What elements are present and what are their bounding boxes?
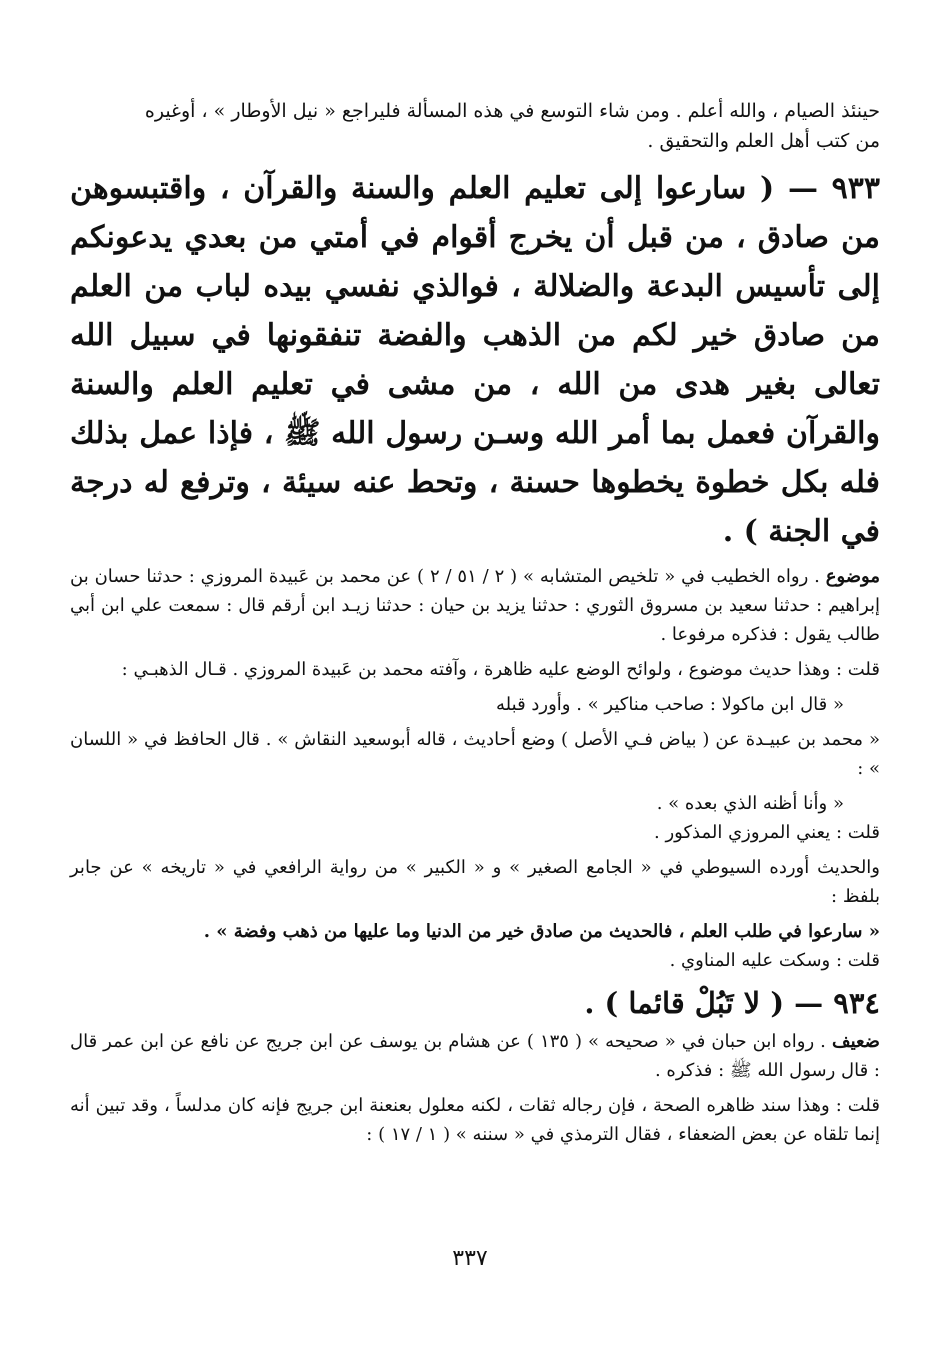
commentary-933-source	[70, 562, 880, 649]
source-933: . رواه الخطيب في « تلخيص المتشابه » ( ٢ / ٥١ / ٢ ) عن محمد بن عَبيدة المروزي : حدثنا حسان بن إبراهيم : حدثنا سعيد بن مسروق الثوري : حدثنا يزيد بن حيان : حدثنا زيـد ابن أرقم قال : سمعت علي ابن أبي طالب يقول : فذكره مرفوعا .	[70, 566, 880, 645]
hadith-number-934: ٩٣٤ —	[794, 986, 880, 1020]
hadith-933	[70, 164, 880, 556]
commentary-933-quote-2: « محمد بن عبيـدة عن ( بياض فـي الأصل ) وضع أحاديث ، قاله أبوسعيد النقاش » . قال الحافظ في « اللسان » :	[70, 729, 880, 779]
commentary-933-quote-1: « قال ابن ماكولا : صاحب مناكير » . وأورد قبله	[496, 694, 844, 715]
source-934: . رواه ابن حبان في « صحيحه » ( ١٣٥ ) عن هشام بن يوسف عن ابن جريج عن نافع عن ابن عمر قال : قال رسول الله ﷺ : فذكره .	[70, 1031, 880, 1081]
hadith-number-933: ٩٣٣ —	[787, 171, 881, 206]
hadith-text-933: ( سارعوا إلى تعليم العلم والسنة والقرآن ، واقتبسوهن من صادق ، من قبل أن يخرج أقوام في أمتي من بعدي يدعونكم إلى تأسيس البدعة والضلالة ، فوالذي نفسي بيده لباب من العلم من صادق خير لكم من الذهب والفضة تنفقونها في سبيل الله تعالى بغير هدى من الله ، من مشى في تعليم العلم والسنة والقرآن فعمل بما أمر الله وسـن رسول الله ﷺ ، فإذا عمل بذلك فله بكل خطوة يخطوها حسنة ، وتحط عنه سيئة ، وترفع له درجة في الجنة ) .	[70, 171, 880, 549]
commentary-933-p1: قلت : وهذا حديث موضوع ، ولوائح الوضع عليه ظاهرة ، وآفته محمد بن عَبيدة المروزي . قـال الذهبـي :	[121, 659, 880, 680]
grade-933: موضوع	[825, 566, 880, 587]
page-number: ٣٣٧	[452, 1246, 488, 1271]
hadith-934	[70, 979, 880, 1027]
grade-934: ضعيف	[831, 1031, 880, 1052]
commentary-934-source	[70, 1027, 880, 1085]
commentary-934-p1: قلت : وهذا سند ظاهره الصحة ، فإن رجاله ثقات ، لكنه معلول بعنعنة ابن جريج فإنه كان مدلساً ، وقد تبين أنه إنما تلقاه عن بعض الضعفاء ، فقال الترمذي في « سننه » ( ١ / ١٧ ) :	[70, 1095, 880, 1145]
hadith-text-934: ( لا تَبُلْ قائما ) .	[584, 986, 785, 1020]
commentary-933-p2: قلت : يعني المروزي المذكور .	[654, 822, 880, 843]
intro-paragraph	[70, 96, 880, 156]
commentary-933-p4: قلت : وسكت عليه المناوي .	[669, 950, 880, 971]
intro-line-1: حينئذ الصيام ، والله أعلم . ومن شاء التوسع في هذه المسألة فليراجع « نيل الأوطار » ، أوغيره	[144, 100, 880, 122]
commentary-933-p3: والحديث أورده السيوطي في « الجامع الصغير » و « الكبير » من رواية الرافعي في « تاريخه » عن جابر بلفظ :	[70, 857, 880, 907]
intro-line-2: من كتب أهل العلم والتحقيق .	[647, 130, 880, 152]
commentary-933-quote-4: « سارعوا في طلب العلم ، فالحديث من صادق خير من الدنيا وما عليها من ذهب وفضة » .	[203, 921, 880, 942]
commentary-933-quote-3: « وأنا أظنه الذي بعده » .	[656, 793, 844, 814]
